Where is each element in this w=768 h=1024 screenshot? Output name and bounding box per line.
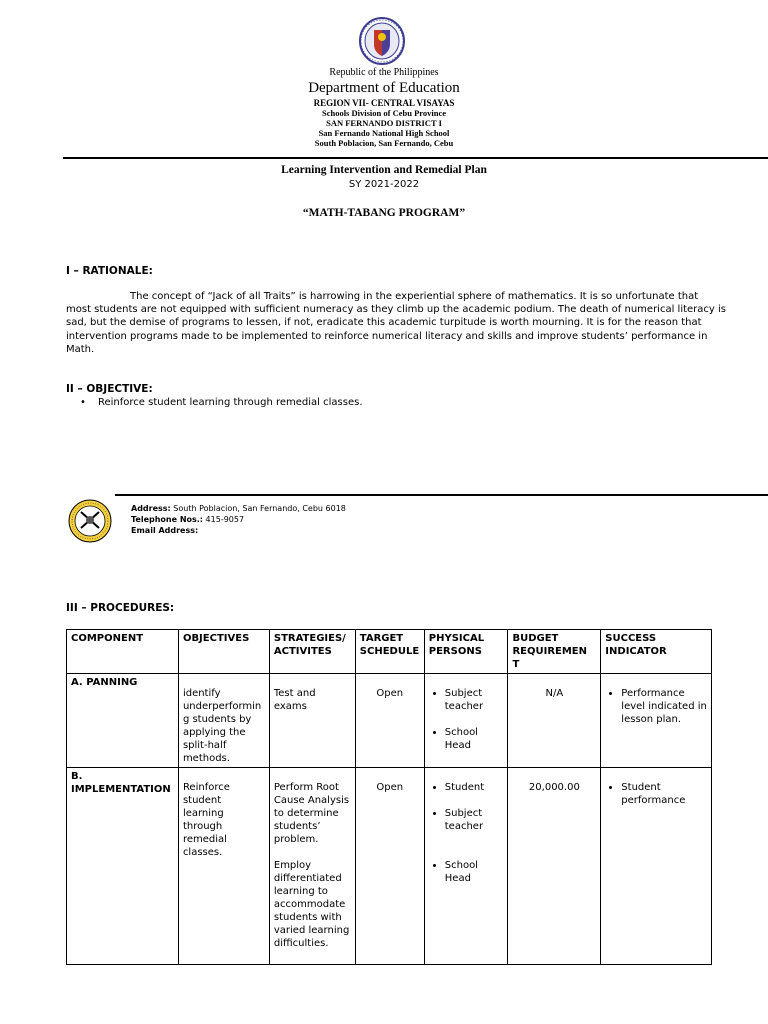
persons-list (429, 687, 504, 752)
table-header-row (67, 630, 712, 674)
rationale-body (66, 290, 726, 356)
address-label: Address: (131, 504, 171, 513)
header-component: COMPONENT (67, 630, 179, 674)
deped-seal-logo (354, 16, 410, 66)
row-strategies-text: Employ differentiated learning to accommodate students with varied learning difficulties. (273, 860, 350, 949)
email-label: Email Address: (131, 526, 199, 535)
row-budget-text: N/A (545, 688, 564, 699)
row-budget-text: 20,000.00 (528, 782, 580, 793)
list-item: • Performance level indicated in lesson plan. (621, 687, 707, 726)
plan-title: Learning Intervention and Remedial Plan (281, 164, 487, 176)
row-persons (424, 674, 508, 768)
header-objectives: OBJECTIVES (178, 630, 269, 674)
list-item: • School Head (445, 859, 504, 885)
procedures-heading: III – PROCEDURES: (66, 602, 175, 614)
row-component: A. PANNING (67, 674, 179, 768)
header-strategies: STRATEGIES/ ACTIVITES (269, 630, 355, 674)
objective-heading: II – OBJECTIVE: (66, 383, 153, 395)
persons-list (429, 781, 504, 885)
telephone-value: 415-9057 (203, 515, 245, 524)
program-name: “MATH-TABANG PROGRAM” (302, 207, 466, 219)
district-line: SAN FERNANDO DISTRICT I (326, 118, 442, 128)
row-success (601, 674, 712, 768)
header-physical-persons: PHYSICAL PERSONS (424, 630, 508, 674)
rationale-line: The concept of “Jack of all Traits” is harrowing in the experiential sphere of mathematics. It is so unfortunate that (130, 291, 699, 302)
list-item: • Student performance (621, 781, 707, 807)
row-budget (508, 674, 601, 768)
row-budget (508, 768, 601, 965)
row-strategies (269, 674, 355, 768)
objective-bullet-icon: • (80, 397, 86, 408)
footer-address (131, 503, 346, 536)
row-objectives (178, 768, 269, 965)
footer-divider (115, 494, 768, 496)
list-item: • Subject teacher (445, 687, 504, 713)
row-target (355, 674, 424, 768)
table-row (67, 674, 712, 768)
success-list (605, 781, 707, 807)
row-success (601, 768, 712, 965)
row-target (355, 768, 424, 965)
row-target-text: Open (376, 688, 404, 699)
row-component: B. IMPLEMENTATION (67, 768, 179, 965)
republic-line: Republic of the Philippines (329, 67, 439, 78)
rationale-line: intervention programs made to be implemented to reinforce numerical literacy and skills and improve students’ performance in (66, 330, 708, 342)
address-value: South Poblacion, San Fernando, Cebu 6018 (170, 504, 346, 513)
school-year: SY 2021-2022 (348, 179, 420, 190)
objective-item: Reinforce student learning through remedial classes. (98, 397, 363, 408)
rationale-line: sad, but the demise of programs to lessen, if not, eradicate this academic turpitude is worth mourning. It is for the reason that (66, 317, 702, 329)
list-item: • Subject teacher (445, 807, 504, 833)
row-persons (424, 768, 508, 965)
row-strategies-text: Test and exams (273, 688, 316, 712)
region-line: REGION VII- CENTRAL VISAYAS (313, 98, 455, 108)
department-name: Department of Education (308, 80, 460, 96)
row-objectives-text: identify underperformin g students by applying the split-half methods. (182, 688, 262, 764)
success-list (605, 687, 707, 726)
row-target-text: Open (376, 782, 404, 793)
header-success-indicator: SUCCESS INDICATOR (601, 630, 712, 674)
school-line: San Fernando National High School (318, 128, 450, 138)
table-row (67, 768, 712, 965)
telephone-label: Telephone Nos.: (131, 515, 204, 524)
procedures-table (66, 629, 712, 965)
rationale-line: Math. (66, 343, 95, 355)
division-line: Schools Division of Cebu Province (321, 108, 447, 118)
list-item: • School Head (445, 726, 504, 752)
row-strategies-text: Perform Root Cause Analysis to determine students’ problem. (273, 782, 350, 845)
header-budget: BUDGET REQUIREMEN T (508, 630, 601, 674)
rationale-heading: I – RATIONALE: (66, 265, 153, 277)
row-strategies (269, 768, 355, 965)
row-objectives (178, 674, 269, 768)
row-objectives-text: Reinforce student learning through remedial classes. (182, 782, 230, 858)
list-item: • Student (445, 781, 504, 794)
header-divider (63, 157, 768, 159)
rationale-line: most students are not equipped with sufficient numeracy as they climb up the academic podium. The death of numerical literacy is (66, 304, 726, 316)
school-seal-logo (66, 498, 114, 544)
header-target-schedule: TARGET SCHEDULE (355, 630, 424, 674)
location-line: South Poblacion, San Fernando, Cebu (314, 138, 454, 148)
